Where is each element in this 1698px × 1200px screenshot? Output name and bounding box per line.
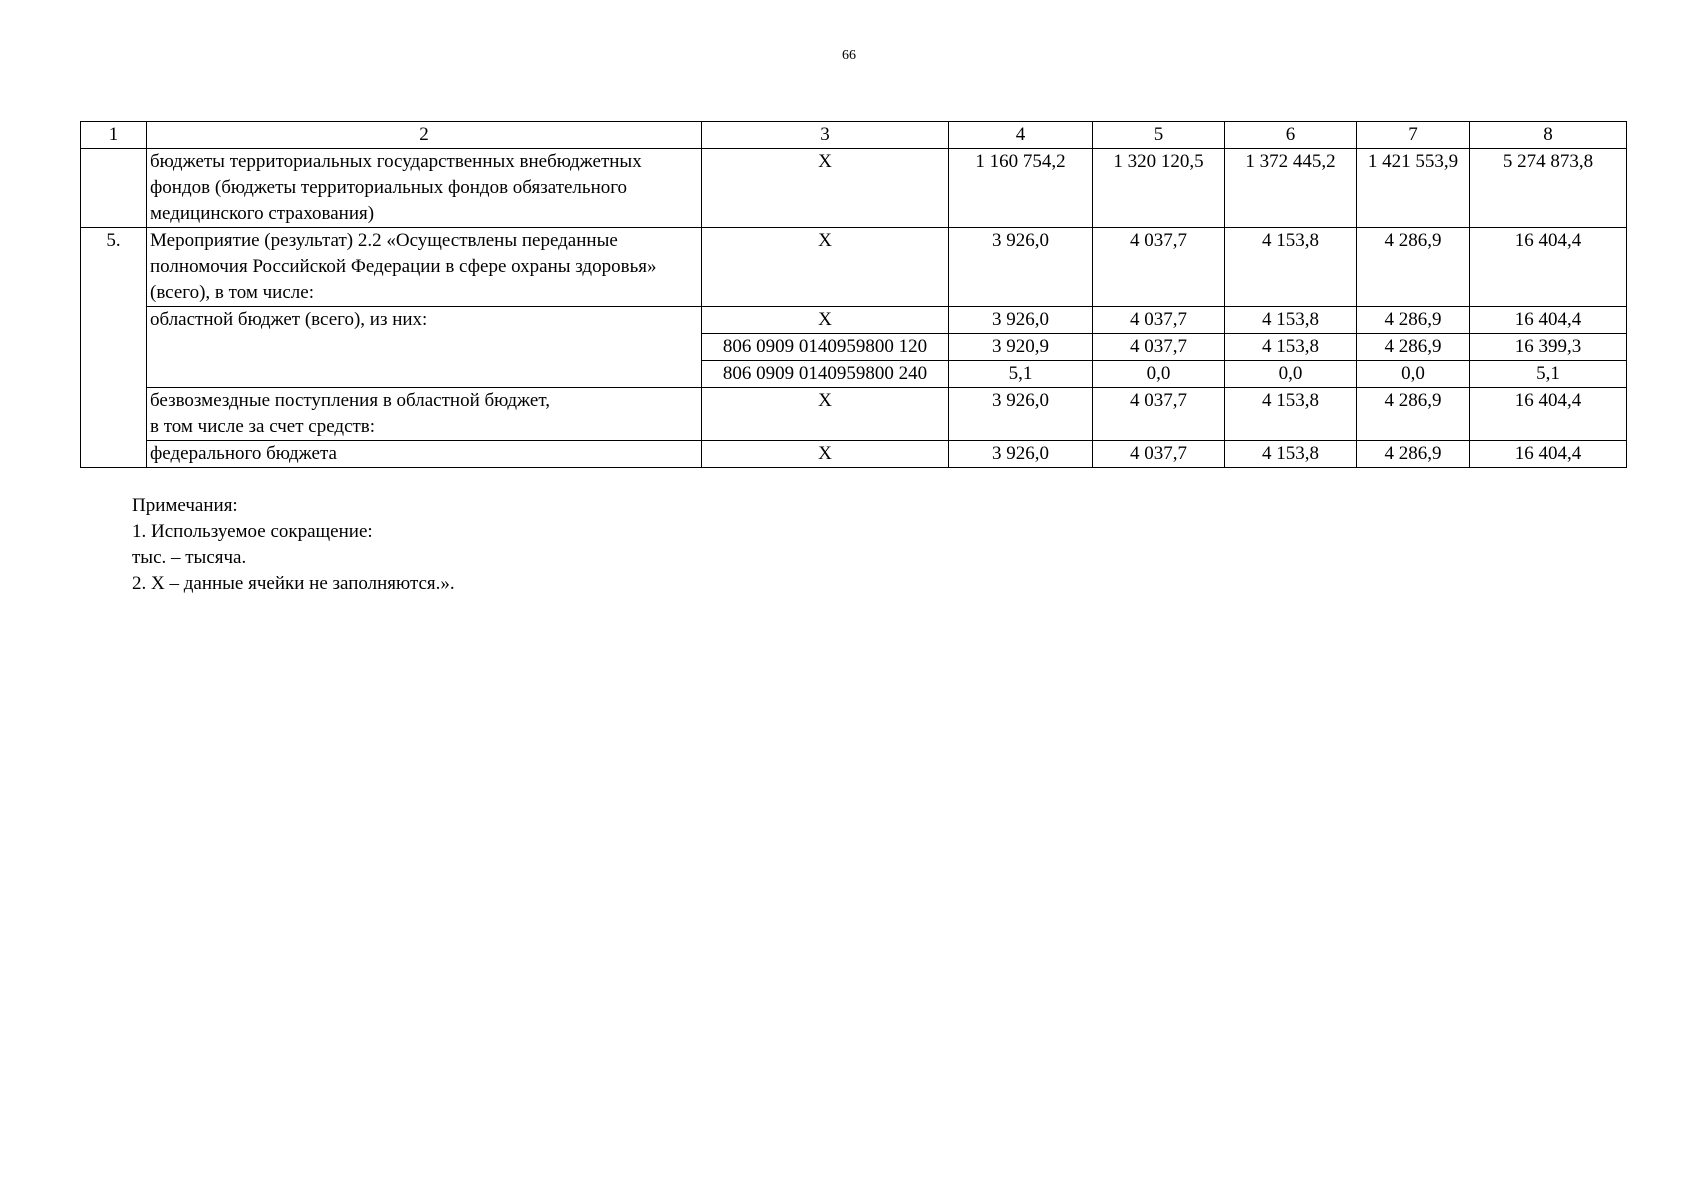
value-cell: 3 926,0 bbox=[949, 228, 1093, 307]
value-cell: 0,0 bbox=[1357, 361, 1470, 388]
note-line: 2. X – данные ячейки не заполняются.». bbox=[132, 573, 455, 594]
row-description: областной бюджет (всего), из них: bbox=[147, 307, 702, 388]
row-description: бюджеты территориальных государственных внебюджетных фондов (бюджеты территориальных фондов обязательного медицинского страхования) bbox=[147, 149, 702, 228]
column-header: 7 bbox=[1357, 122, 1470, 149]
table-row bbox=[81, 149, 1627, 228]
value-cell: 0,0 bbox=[1225, 361, 1357, 388]
budget-code-cell: X bbox=[702, 228, 949, 307]
value-cell: 1 160 754,2 bbox=[949, 149, 1093, 228]
notes-block bbox=[132, 493, 455, 597]
budget-code-cell: X bbox=[702, 388, 949, 441]
column-header: 4 bbox=[949, 122, 1093, 149]
table-row bbox=[81, 228, 1627, 307]
value-cell: 3 920,9 bbox=[949, 334, 1093, 361]
value-cell: 4 153,8 bbox=[1225, 441, 1357, 468]
budget-code-cell: X bbox=[702, 307, 949, 334]
row-description: Мероприятие (результат) 2.2 «Осуществлены переданные полномочия Российской Федерации в сфере охраны здоровья» (всего), в том числе: bbox=[147, 228, 702, 307]
value-cell: 3 926,0 bbox=[949, 307, 1093, 334]
value-cell: 4 153,8 bbox=[1225, 388, 1357, 441]
budget-code-cell: X bbox=[702, 441, 949, 468]
budget-code-cell: X bbox=[702, 149, 949, 228]
value-cell: 4 286,9 bbox=[1357, 441, 1470, 468]
row-number-cell: 5. bbox=[81, 228, 147, 468]
value-cell: 4 153,8 bbox=[1225, 307, 1357, 334]
budget-table bbox=[80, 121, 1627, 468]
row-description: федерального бюджета bbox=[147, 441, 702, 468]
value-cell: 4 037,7 bbox=[1093, 388, 1225, 441]
value-cell: 5,1 bbox=[949, 361, 1093, 388]
value-cell: 16 404,4 bbox=[1470, 307, 1627, 334]
value-cell: 1 421 553,9 bbox=[1357, 149, 1470, 228]
value-cell: 4 286,9 bbox=[1357, 388, 1470, 441]
value-cell: 1 320 120,5 bbox=[1093, 149, 1225, 228]
value-cell: 4 286,9 bbox=[1357, 307, 1470, 334]
row-description: безвозмездные поступления в областной бюджет, в том числе за счет средств: bbox=[147, 388, 702, 441]
row-number-cell bbox=[81, 149, 147, 228]
value-cell: 16 404,4 bbox=[1470, 228, 1627, 307]
column-header: 8 bbox=[1470, 122, 1627, 149]
value-cell: 4 037,7 bbox=[1093, 307, 1225, 334]
notes-heading: Примечания: bbox=[132, 495, 238, 516]
table-row bbox=[81, 441, 1627, 468]
value-cell: 16 404,4 bbox=[1470, 388, 1627, 441]
value-cell: 4 153,8 bbox=[1225, 228, 1357, 307]
column-header: 6 bbox=[1225, 122, 1357, 149]
column-header: 2 bbox=[147, 122, 702, 149]
value-cell: 4 037,7 bbox=[1093, 334, 1225, 361]
value-cell: 4 037,7 bbox=[1093, 441, 1225, 468]
column-header: 3 bbox=[702, 122, 949, 149]
budget-code-cell: 806 0909 0140959800 240 bbox=[702, 361, 949, 388]
table-header-row bbox=[81, 122, 1627, 149]
table-row bbox=[81, 307, 1627, 334]
value-cell: 5 274 873,8 bbox=[1470, 149, 1627, 228]
value-cell: 3 926,0 bbox=[949, 388, 1093, 441]
column-header: 5 bbox=[1093, 122, 1225, 149]
table-row bbox=[81, 388, 1627, 441]
value-cell: 3 926,0 bbox=[949, 441, 1093, 468]
value-cell: 16 399,3 bbox=[1470, 334, 1627, 361]
note-line: тыс. – тысяча. bbox=[132, 547, 247, 568]
value-cell: 1 372 445,2 bbox=[1225, 149, 1357, 228]
note-line: 1. Используемое сокращение: bbox=[132, 521, 373, 542]
value-cell: 4 153,8 bbox=[1225, 334, 1357, 361]
value-cell: 4 286,9 bbox=[1357, 334, 1470, 361]
budget-code-cell: 806 0909 0140959800 120 bbox=[702, 334, 949, 361]
value-cell: 0,0 bbox=[1093, 361, 1225, 388]
column-header: 1 bbox=[81, 122, 147, 149]
value-cell: 5,1 bbox=[1470, 361, 1627, 388]
page-number: 66 bbox=[842, 48, 856, 63]
value-cell: 4 286,9 bbox=[1357, 228, 1470, 307]
value-cell: 4 037,7 bbox=[1093, 228, 1225, 307]
value-cell: 16 404,4 bbox=[1470, 441, 1627, 468]
